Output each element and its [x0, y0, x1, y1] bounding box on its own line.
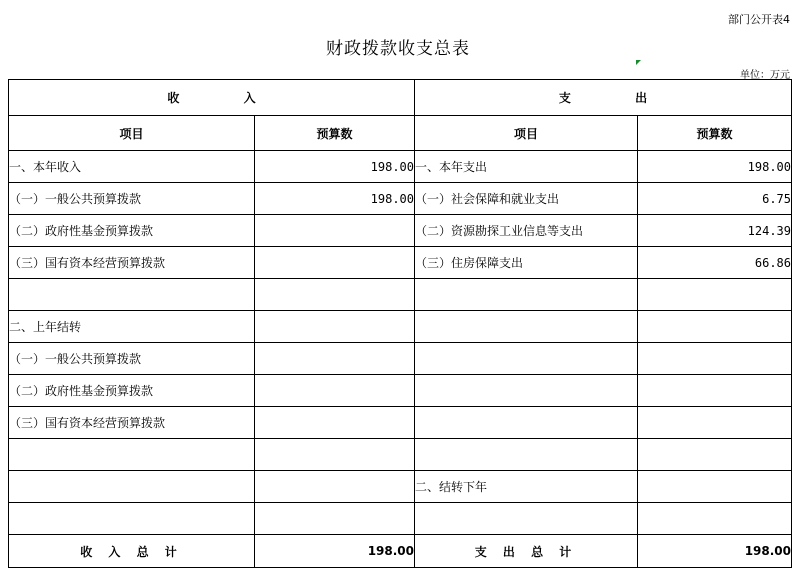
expense-item-cell: （一）社会保障和就业支出 [415, 183, 638, 215]
expense-item-cell: （三）住房保障支出 [415, 247, 638, 279]
table-row [9, 375, 792, 407]
expense-item-cell [415, 311, 638, 343]
section-header-row [9, 80, 792, 116]
income-value-cell [255, 311, 415, 343]
income-value-cell: 198.00 [255, 151, 415, 183]
income-budget-header: 预算数 [255, 116, 415, 151]
expense-item-cell [415, 343, 638, 375]
table-row [9, 439, 792, 471]
table-row [9, 215, 792, 247]
income-value-cell [255, 215, 415, 247]
cell-comment-marker-icon [636, 60, 641, 65]
budget-summary-table [8, 79, 792, 568]
table-row [9, 311, 792, 343]
expense-item-cell [415, 407, 638, 439]
table-row [9, 503, 792, 535]
expense-value-cell: 66.86 [638, 247, 792, 279]
expense-item-cell: 二、结转下年 [415, 471, 638, 503]
income-item-cell: （三）国有资本经营预算拨款 [9, 247, 255, 279]
income-value-cell [255, 503, 415, 535]
expense-section-header: 支 出 [415, 80, 792, 116]
income-item-cell: （三）国有资本经营预算拨款 [9, 407, 255, 439]
expense-item-cell [415, 279, 638, 311]
table-row [9, 407, 792, 439]
income-value-cell [255, 375, 415, 407]
income-value-cell [255, 247, 415, 279]
income-item-cell: （二）政府性基金预算拨款 [9, 375, 255, 407]
table-row [9, 247, 792, 279]
expense-item-cell [415, 375, 638, 407]
expense-value-cell [638, 439, 792, 471]
income-value-cell [255, 343, 415, 375]
income-item-cell: （二）政府性基金预算拨款 [9, 215, 255, 247]
expense-value-cell: 6.75 [638, 183, 792, 215]
expense-value-cell [638, 311, 792, 343]
page-title: 财政拨款收支总表 [326, 39, 470, 59]
expense-item-header: 项目 [415, 116, 638, 151]
expense-item-cell [415, 439, 638, 471]
income-section-header: 收 入 [9, 80, 415, 116]
income-item-cell: 一、本年收入 [9, 151, 255, 183]
expense-value-cell [638, 503, 792, 535]
expense-value-cell: 124.39 [638, 215, 792, 247]
expense-item-cell [415, 503, 638, 535]
income-item-cell [9, 279, 255, 311]
income-item-cell [9, 471, 255, 503]
expense-item-cell: 一、本年支出 [415, 151, 638, 183]
income-item-cell: （一）一般公共预算拨款 [9, 343, 255, 375]
expense-total-value: 198.00 [638, 535, 792, 568]
table-row [9, 279, 792, 311]
expense-value-cell [638, 279, 792, 311]
expense-total-label: 支 出 总 计 [415, 535, 638, 568]
expense-value-cell [638, 375, 792, 407]
table-row [9, 471, 792, 503]
unit-label: 单位：万元 [740, 70, 790, 81]
expense-value-cell [638, 471, 792, 503]
expense-value-cell [638, 407, 792, 439]
income-value-cell [255, 471, 415, 503]
column-header-row [9, 116, 792, 151]
expense-item-cell: （二）资源勘探工业信息等支出 [415, 215, 638, 247]
income-value-cell [255, 279, 415, 311]
income-item-cell: 二、上年结转 [9, 311, 255, 343]
expense-value-cell: 198.00 [638, 151, 792, 183]
expense-value-cell [638, 343, 792, 375]
income-item-header: 项目 [9, 116, 255, 151]
income-value-cell: 198.00 [255, 183, 415, 215]
income-item-cell [9, 503, 255, 535]
income-value-cell [255, 407, 415, 439]
income-value-cell [255, 439, 415, 471]
income-item-cell [9, 439, 255, 471]
table-row [9, 151, 792, 183]
income-item-cell: （一）一般公共预算拨款 [9, 183, 255, 215]
income-total-value: 198.00 [255, 535, 415, 568]
income-total-label: 收 入 总 计 [9, 535, 255, 568]
table-row [9, 183, 792, 215]
form-number: 部门公开表4 [728, 13, 790, 26]
expense-budget-header: 预算数 [638, 116, 792, 151]
total-row [9, 535, 792, 568]
table-row [9, 343, 792, 375]
